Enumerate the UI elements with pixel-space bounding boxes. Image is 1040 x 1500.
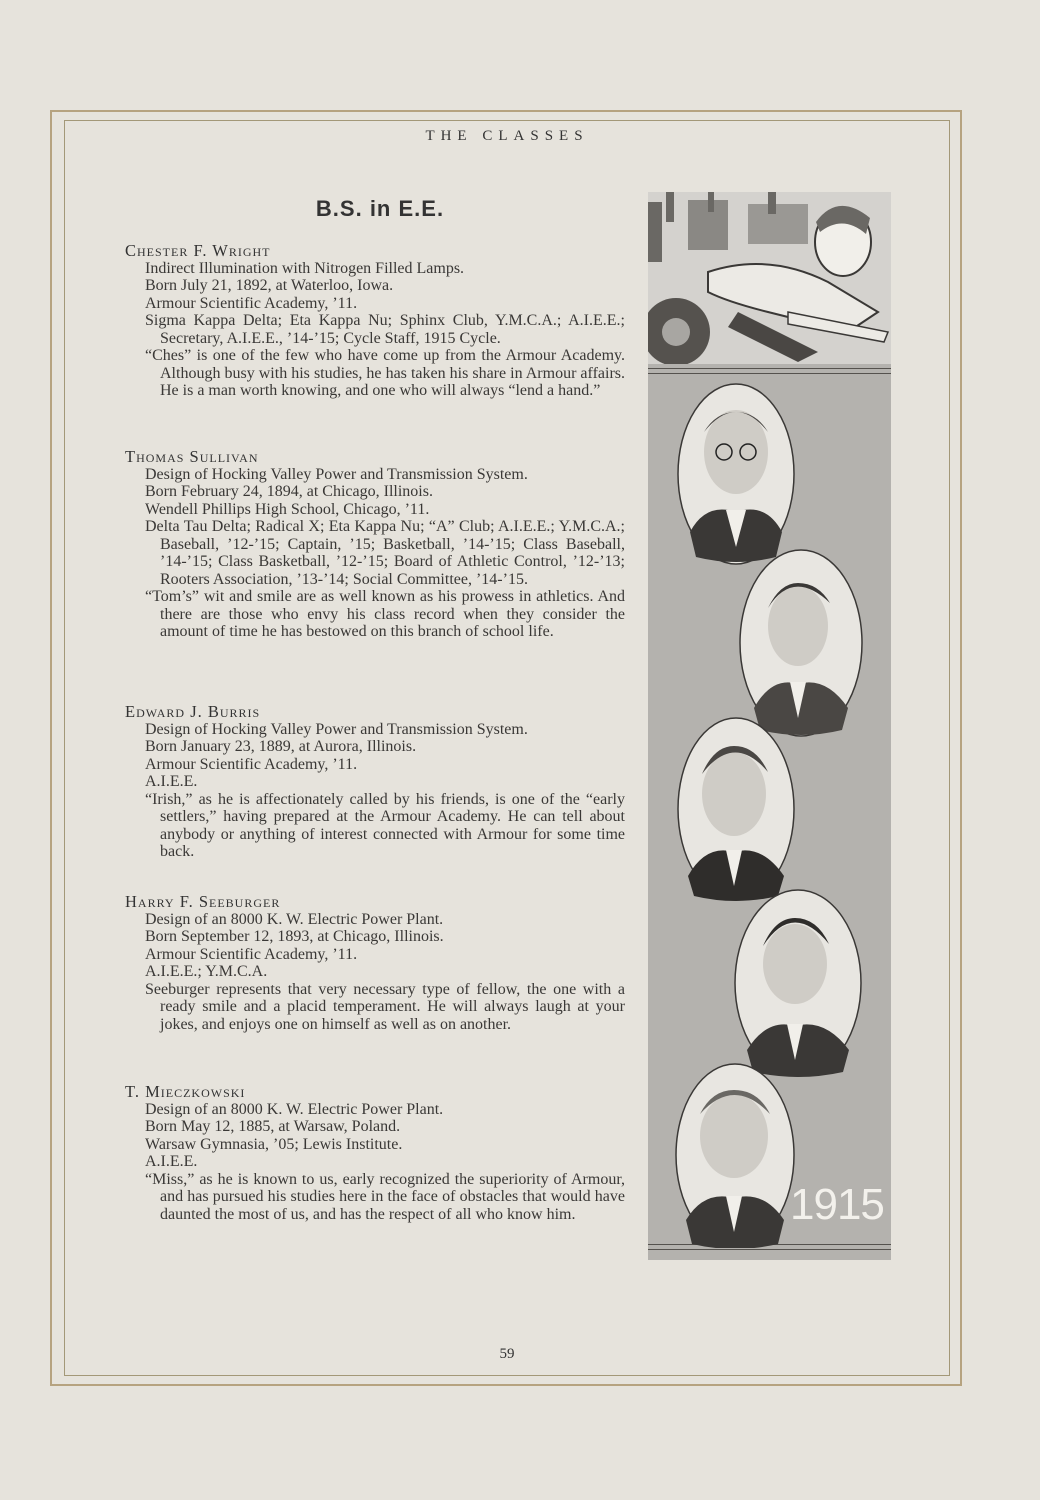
entry-sullivan: [125, 448, 625, 641]
portrait-burris: [676, 716, 796, 902]
entry-name: Edward J. Burris: [125, 702, 261, 721]
entry-thesis: Design of Hocking Valley Power and Transmission System.: [145, 720, 528, 738]
entry-blurb: Seeburger represents that very necessary type of fellow, the one with a ready smile and a placid temperament. He will always laugh at your jokes, and enjoys one on himself as well as on another.: [145, 980, 625, 1033]
entry-school: Warsaw Gymnasia, ’05; Lewis Institute.: [145, 1135, 403, 1153]
portrait-wright: [676, 382, 796, 566]
entry-school: Wendell Phillips High School, Chicago, ’11.: [145, 500, 430, 518]
section-title: B.S. in E.E.: [315, 196, 445, 221]
running-head: THE CLASSES: [425, 128, 589, 144]
header-sketch-illustration: [648, 192, 891, 364]
entry-name: Thomas Sullivan: [125, 447, 259, 466]
entry-school: Armour Scientific Academy, ’11.: [145, 755, 358, 773]
entry-born: Born February 24, 1894, at Chicago, Illinois.: [145, 483, 433, 500]
entry-wright: [125, 242, 625, 400]
entry-blurb: “Tom’s” wit and smile are as well known as his prowess in athletics. And there are those who envy his class record when they consider the amount of time he has bestowed on this branch of school life.: [145, 588, 625, 640]
entry-blurb: “Ches” is one of the few who have come up from the Armour Academy. Although busy with his studies, he has taken his share in Armour affairs. He is a man worth knowing, and one who will always “lend a hand.”: [145, 347, 625, 399]
entry-thesis: Design of an 8000 K. W. Electric Power Plant.: [145, 910, 444, 928]
entry-mieczkowski: [125, 1083, 625, 1223]
entry-thesis: Indirect Illumination with Nitrogen Filled Lamps.: [145, 259, 465, 277]
page-number: 59: [499, 1346, 515, 1362]
entry-activities: A.I.E.E.: [145, 1153, 198, 1170]
portrait-seeburger: [733, 888, 863, 1078]
entry-name: T. Mieczkowski: [125, 1082, 246, 1101]
entry-blurb: “Miss,” as he is known to us, early recognized the superiority of Armour, and has pursued his studies here in the face of obstacles that would have daunted the most of us, and has the respect of all who know him.: [145, 1170, 625, 1223]
entry-born: Born May 12, 1885, at Warsaw, Poland.: [145, 1118, 401, 1135]
entry-thesis: Design of Hocking Valley Power and Transmission System.: [145, 465, 528, 483]
sidebar-divider: [648, 368, 891, 369]
entry-seeburger: [125, 893, 625, 1033]
entry-school: Armour Scientific Academy, ’11.: [145, 945, 358, 963]
entry-blurb: “Irish,” as he is affectionately called by his friends, is one of the “early settlers,” having prepared at the Armour Academy. He can tell about anybody or anything of interest connected with Armour for some time back.: [145, 790, 625, 860]
sidebar-divider: [648, 1249, 891, 1250]
entry-activities: Delta Tau Delta; Radical X; Eta Kappa Nu; “A” Club; A.I.E.E.; Y.M.C.A.; Baseball, ’12-’15; Captain, ’15; Basketball, ’14-’15; Class Baseball, ’14-’15; Class Basketball, ’12-’15; Board of Athletic Control, ’12-’13; Rooters Association, ’13-’14; Social Committee, ’14-’15.: [145, 518, 625, 588]
portrait-mieczkowski: [674, 1062, 796, 1248]
entry-activities: A.I.E.E.; Y.M.C.A.: [145, 963, 268, 980]
entry-school: Armour Scientific Academy, ’11.: [145, 294, 358, 312]
entry-name: Harry F. Seeburger: [125, 892, 281, 911]
entry-burris: [125, 703, 625, 861]
entry-activities: Sigma Kappa Delta; Eta Kappa Nu; Sphinx Club, Y.M.C.A.; A.I.E.E.; Secretary, A.I.E.E., ’14-’15; Cycle Staff, 1915 Cycle.: [145, 312, 625, 347]
entry-name: Chester F. Wright: [125, 241, 271, 260]
entry-born: Born September 12, 1893, at Chicago, Illinois.: [145, 928, 444, 945]
year-badge: 1915: [790, 1180, 884, 1229]
portrait-sullivan: [738, 548, 864, 738]
entry-born: Born January 23, 1889, at Aurora, Illinois.: [145, 738, 417, 755]
entry-thesis: Design of an 8000 K. W. Electric Power Plant.: [145, 1100, 444, 1118]
entry-activities: A.I.E.E.: [145, 773, 198, 790]
sidebar-divider: [648, 373, 891, 374]
entry-born: Born July 21, 1892, at Waterloo, Iowa.: [145, 277, 394, 294]
